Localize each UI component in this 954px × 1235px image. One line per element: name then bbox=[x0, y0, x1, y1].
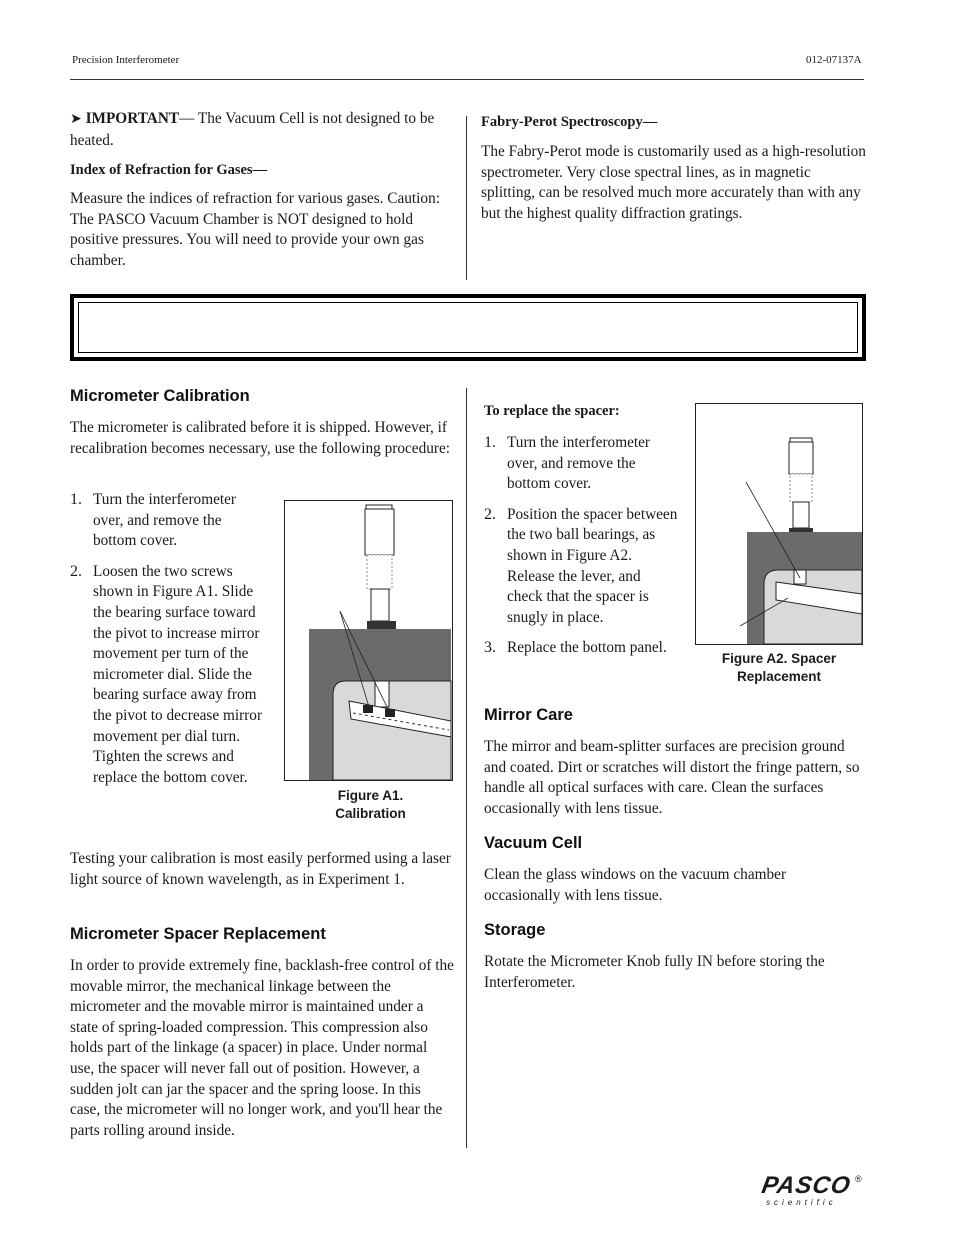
mirror-care-text: The mirror and beam-splitter surfaces are precision ground and coated. Dirt or scratches will distort the fringe pattern, so handle all optical surfaces with care. Clean the surfaces occasionally with lens tissue. bbox=[484, 738, 860, 817]
figure-a1-caption: Figure A1. Calibration bbox=[335, 788, 406, 821]
mirror-care-heading: Mirror Care bbox=[484, 706, 573, 724]
spacer-replacement-diagram bbox=[696, 404, 862, 644]
fabry-perot-heading: Fabry-Perot Spectroscopy— bbox=[481, 114, 658, 130]
vacuum-cell-heading: Vacuum Cell bbox=[484, 834, 583, 852]
calibration-step: 1. Turn the interferometer over, and remove the bottom cover. bbox=[70, 491, 237, 550]
important-text: — The Vacuum Cell is not designed to be heated. bbox=[70, 110, 435, 149]
vacuum-cell-text: Clean the glass windows on the vacuum chamber occasionally with lens tissue. bbox=[484, 866, 787, 904]
important-label: IMPORTANT bbox=[85, 110, 180, 127]
figure-a2-caption: Figure A2. Spacer Replacement bbox=[721, 651, 837, 684]
figure-a2 bbox=[695, 403, 863, 645]
column-divider-bottom bbox=[466, 388, 467, 1148]
calibration-step: 2. Loosen the two screws shown in Figure A1. Slide the bearing surface toward the pivot to increase mirror movement per turn of the micrometer dial. Slide the bearing surface away from the pivot to decrease mirror movement per dial turn. Tighten the screws and replace the bottom cover. bbox=[70, 562, 263, 786]
calibration-steps bbox=[70, 490, 266, 798]
gases-text: Measure the indices of refraction for various gases. Caution: The PASCO Vacuum Chamber is NOT designed to hold positive pressures. You will need to provide your own gas chamber. bbox=[70, 190, 440, 269]
replace-step: 2. Position the spacer between the two ball bearings, as shown in Figure A2. Release the lever, and check that the spacer is snugly in place. bbox=[484, 505, 678, 626]
pasco-logo: PASCO scientific ® bbox=[759, 1172, 862, 1207]
replace-spacer-steps bbox=[484, 433, 678, 669]
important-note bbox=[70, 109, 455, 151]
calibration-heading: Micrometer Calibration bbox=[70, 387, 250, 405]
spacer-heading: Micrometer Spacer Replacement bbox=[70, 925, 326, 943]
replace-step: 1. Turn the interferometer over, and remove the bottom cover. bbox=[484, 434, 651, 493]
column-divider-top bbox=[466, 116, 467, 280]
gases-heading: Index of Refraction for Gases— bbox=[70, 162, 268, 178]
arrow-icon: ➤ bbox=[70, 112, 82, 127]
testing-text: Testing your calibration is most easily performed using a laser light source of known wavelength, as in Experiment 1. bbox=[70, 850, 451, 888]
section-banner bbox=[70, 294, 866, 361]
running-header-title: Precision Interferometer bbox=[72, 54, 180, 66]
document-number: 012-07137A bbox=[806, 54, 862, 66]
figure-a1 bbox=[284, 500, 453, 781]
calibration-intro: The micrometer is calibrated before it is shipped. However, if recalibration becomes necessary, use the following procedure: bbox=[70, 419, 451, 457]
section-banner-inner bbox=[78, 302, 858, 353]
replace-step: 3. Replace the bottom panel. bbox=[484, 639, 667, 657]
header-rule bbox=[70, 79, 864, 80]
storage-heading: Storage bbox=[484, 921, 546, 939]
storage-text: Rotate the Micrometer Knob fully IN before storing the Interferometer. bbox=[484, 953, 825, 991]
fabry-perot-text: The Fabry-Perot mode is customarily used as a high-resolution spectrometer. Very close spectral lines, as in magnetic splitting, can be resolved much more accurately than with any but the highest quality diffraction gratings. bbox=[481, 143, 866, 222]
calibration-diagram bbox=[285, 501, 452, 780]
replace-spacer-heading: To replace the spacer: bbox=[484, 403, 620, 419]
spacer-text: In order to provide extremely fine, backlash-free control of the movable mirror, the mechanical linkage between the micrometer and the movable mirror is maintained under a state of spring-loaded compression. This compression also holds part of the linkage (a spacer) in place. Under normal use, the spacer will never fall out of position. However, a sudden jolt can jar the spacer and the spring loose. In this case, the micrometer will no longer work, and you'll hear the parts rolling around inside. bbox=[70, 957, 454, 1139]
